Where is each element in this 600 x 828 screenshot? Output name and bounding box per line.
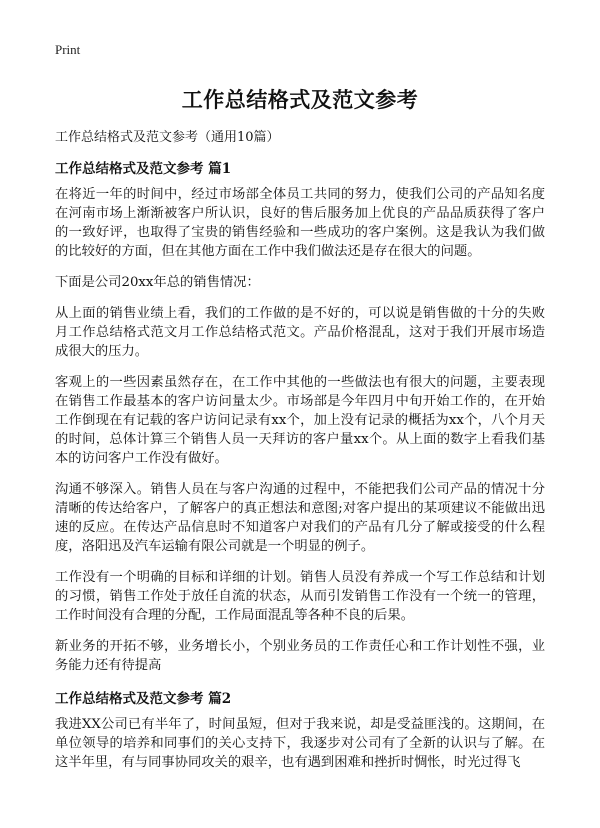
- paragraph: 新业务的开拓不够，业务增长小，个别业务员的工作责任心和工作计划性不强，业务能力还有待提高: [55, 639, 545, 673]
- paragraph: 沟通不够深入。销售人员在与客户沟通的过程中，不能把我们公司产品的情况十分清晰的传达给客户，了解客户的真正想法和意图;对客户提出的某项建议不能做出迅速的反应。在传达产品信息时不知道客户对我们的产品有几分了解或接受的什么程度，洛阳迅及汽车运输有限公司就是一个明显的例子。: [55, 482, 545, 554]
- paragraph: 从上面的销售业绩上看，我们的工作做的是不好的，可以说是销售做的十分的失败月工作总结格式范文月工作总结格式范文。产品价格混乱，这对于我们开展市场造成很大的压力。: [55, 306, 545, 359]
- section-2: [55, 687, 545, 772]
- paragraph: 在将近一年的时间中，经过市场部全体员工共同的努力，使我们公司的产品知名度在河南市场上渐渐被客户所认识，良好的售后服务加上优良的产品品质获得了客户的一致好评，也取得了宝贵的销售经验和一些成功的客户案例。这是我认为我们做的比较好的方面，但在其他方面在工作中我们做法还是存在很大的问题。: [55, 187, 545, 259]
- paragraph: 工作没有一个明确的目标和详细的计划。销售人员没有养成一个写工作总结和计划的习惯，销售工作处于放任自流的状态，从而引发销售工作没有一个统一的管理，工作时间没有合理的分配，工作局面混乱等各种不良的后果。: [55, 570, 545, 623]
- section-1: [55, 157, 545, 675]
- paragraph: 下面是公司20xx年总的销售情况：: [55, 275, 260, 290]
- document-subtitle: 工作总结格式及范文参考（通用10篇）: [55, 130, 280, 145]
- paragraph: 客观上的一些因素虽然存在，在工作中其他的一些做法也有很大的问题，主要表现在销售工作最基本的客户访问量太少。市场部是今年四月中旬开始工作的，在开始工作倒现在有记载的客户访问记录有xx个，加上没有记录的概括为xx个，八个月天的时间，总体计算三个销售人员一天拜访的客户量xx个。从上面的数字上看我们基本的访问客户工作没有做好。: [55, 375, 545, 466]
- print-link[interactable]: Print: [55, 42, 81, 57]
- section-heading: 工作总结格式及范文参考 篇2: [55, 691, 232, 707]
- section-heading: 工作总结格式及范文参考 篇1: [55, 161, 232, 177]
- document-title: 工作总结格式及范文参考: [181, 87, 419, 112]
- paragraph: 我进XX公司已有半年了，时间虽短，但对于我来说，却是受益匪浅的。这期间，在单位领导的培养和同事们的关心支持下，我逐步对公司有了全新的认识与了解。在这半年里，有与同事协同攻关的艰辛，也有遇到困难和挫折时惆怅，时光过得飞: [55, 717, 545, 770]
